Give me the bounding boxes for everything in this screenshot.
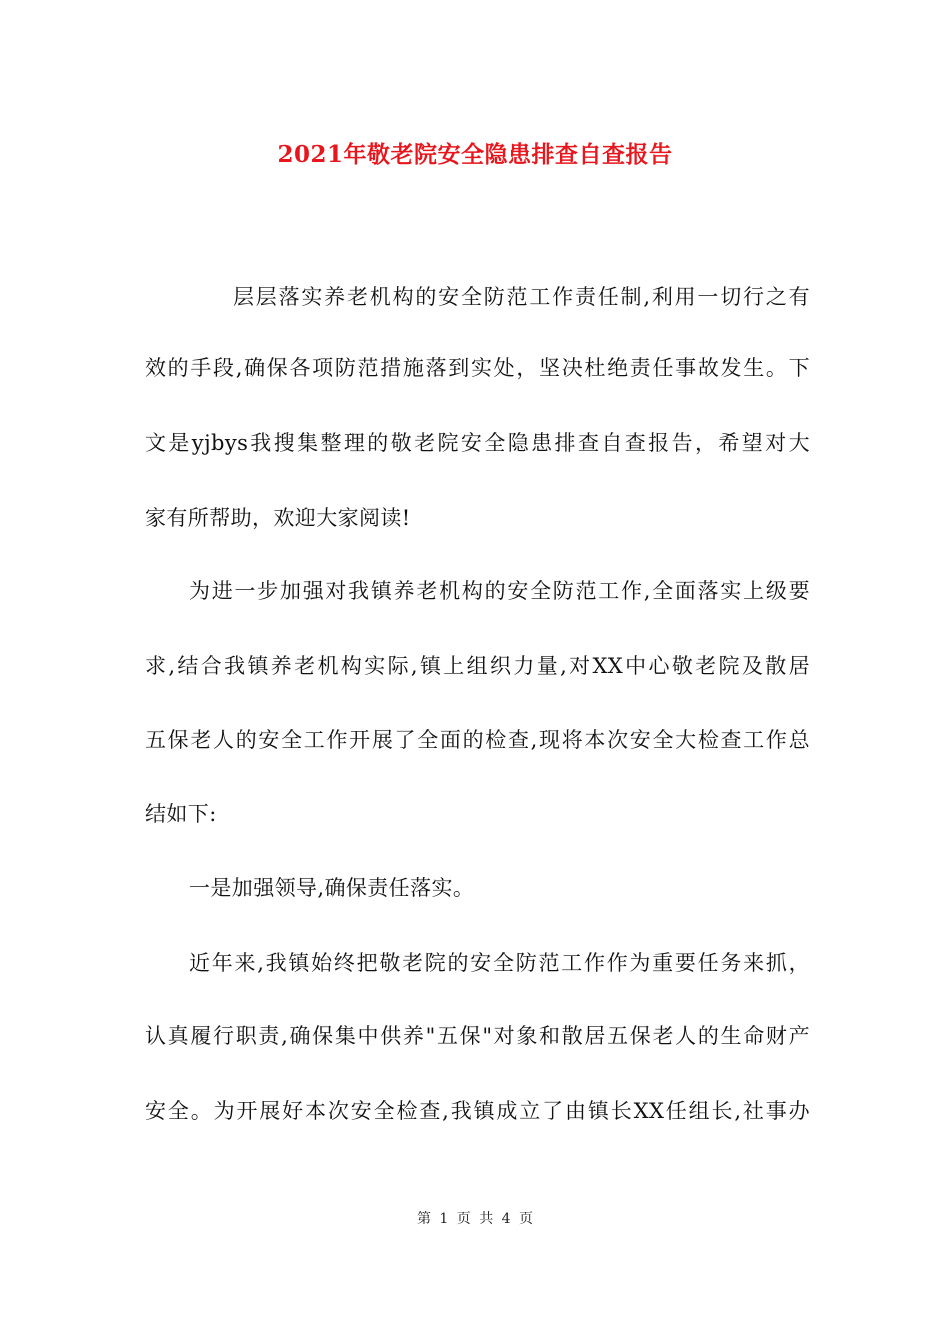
paragraph-line: 结如下:: [145, 802, 217, 826]
paragraph-line: 一是加强领导,确保责任落实。: [189, 876, 475, 900]
paragraph-line: 认真履行职责,确保集中供养"五保"对象和散居五保老人的生命财产: [145, 1024, 810, 1048]
paragraph-line: 求,结合我镇养老机构实际,镇上组织力量,对XX中心敬老院及散居: [145, 654, 810, 678]
document-title: 2021年敬老院安全隐患排查自查报告: [277, 141, 673, 168]
paragraph-line: 层层落实养老机构的安全防范工作责任制,利用一切行之有: [233, 285, 810, 309]
page-number-footer: 第 1 页 共 4 页: [416, 1211, 534, 1227]
paragraph-line: 安全。为开展好本次安全检查,我镇成立了由镇长XX任组长,社事办: [145, 1099, 810, 1123]
paragraph-line: 为进一步加强对我镇养老机构的安全防范工作,全面落实上级要: [189, 579, 810, 603]
paragraph-line: 文是yjbys我搜集整理的敬老院安全隐患排查自查报告，希望对大: [145, 431, 810, 455]
paragraph-line: 家有所帮助，欢迎大家阅读!: [145, 506, 411, 530]
paragraph-line: 近年来,我镇始终把敬老院的安全防范工作作为重要任务来抓，: [189, 951, 810, 975]
paragraph-line: 五保老人的安全工作开展了全面的检查,现将本次安全大检查工作总: [145, 728, 810, 752]
paragraph-line: 效的手段,确保各项防范措施落到实处，坚决杜绝责任事故发生。下: [145, 356, 810, 380]
